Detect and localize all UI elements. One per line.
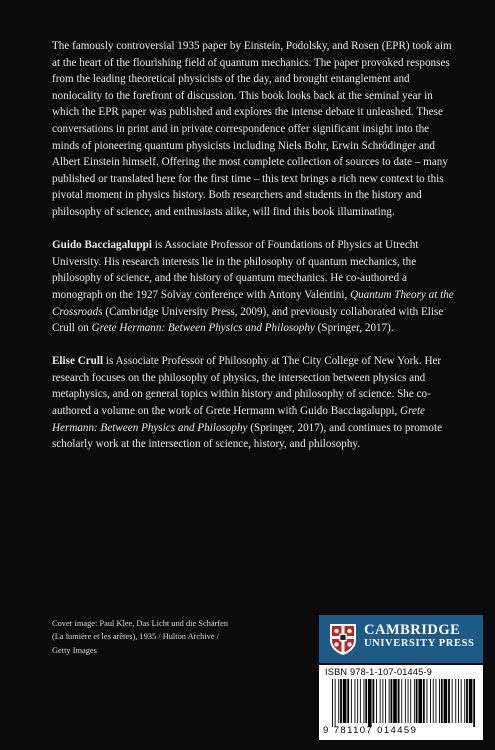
book-title: Grete Hermann: Between Physics and Philosophy [91,322,315,335]
author-name: Elise Crull [52,355,104,368]
book-summary: The famously controversial 1935 paper by Einstein, Podolsky, and Rosen (EPR) took aim at the heart of the flourishing field of quantum mechanics. The paper provoked responses from the leading theoretical physicists of the day, and brought entanglement and nonlocality to the forefront of discussion. This book looks back at the seminal year in which the EPR paper was published and explores the intense debate it unleashed. These conversations in print and in private correspondence offer significant insight into the minds of pioneering quantum physicists including Niels Bohr, Erwin Schrödinger and Albert Einstein himself. Offering the most complete collection of sources to date – many published or translated here for the first time – this text brings a rich new context to this pivotal moment in physics history. Both researchers and students in the history and philosophy of science, and enthusiasts alike, will find this book illuminating. [52,40,452,218]
credit-line: (La lumière et les arêtes), 1935 / Hulton Archive / [52,632,219,642]
cambridge-shield-icon [328,622,358,656]
publisher-name-line1: CAMBRIDGE [364,622,461,638]
credit-line: Getty Images [52,645,97,655]
credit-line: Cover image: Paul Klee, Das Licht und die Schärfen [52,619,229,628]
author-name: Guido Bacciagaluppi [52,239,152,252]
barcode-icon [331,679,475,727]
barcode-digits: 9 781107 014459 [323,725,418,736]
bio-text: is Associate Professor of Foundations of Physics at Utrecht University. His research interests lie in the philosophy of quantum mechanics, the philosophy of science, and the history of quantum mechanics. He co-authored a monograph on the 1927 Solvay conference with Antony Valentini, [52,239,419,301]
author-bio-bacciagaluppi [52,237,457,337]
isbn-label: ISBN 978-1-107-01445-9 [325,667,433,677]
book-title: Quantum Theory at the Crossroads [52,288,454,318]
publisher-name [364,623,474,651]
publisher-name-line2: UNIVERSITY PRESS [364,638,475,649]
bio-text: (Cambridge University Press, 2009), and previously collaborated with Elise Crull on [52,305,444,335]
isbn-barcode-panel [319,665,483,740]
bio-text: (Springer, 2017). [314,322,394,335]
back-cover-text [52,38,457,469]
publisher-logo [319,615,483,663]
bio-text: (Springer, 2017), and continues to promote scholarly work at the intersection of science, history, and philosophy. [52,421,443,451]
author-bio-crull [52,353,457,453]
cover-image-credit [52,617,267,657]
bio-text: is Associate Professor of Philosophy at The City College of New York. Her research focuses on the philosophy of physics, the intersection between physics and metaphysics, and on general topics within history and philosophy of science. She co-authored a volume on the work of Grete Hermann with Guido Bacciagaluppi, [52,355,442,418]
book-title: Grete Hermann: Between Physics and Philosophy [52,405,425,434]
